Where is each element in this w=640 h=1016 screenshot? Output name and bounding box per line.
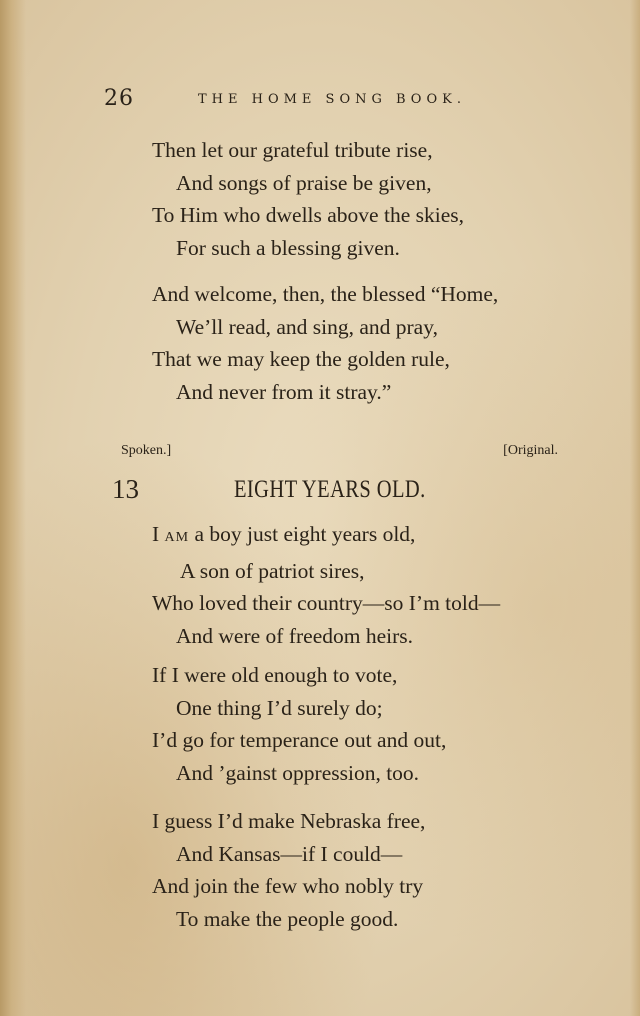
verse-line: That we may keep the golden rule, bbox=[152, 347, 450, 371]
page-spine-shadow bbox=[0, 0, 26, 1016]
verse-line: I guess I’d make Nebraska free, bbox=[152, 809, 426, 833]
verse-line: We’ll read, and sing, and pray, bbox=[176, 314, 438, 339]
first-word: I bbox=[152, 522, 160, 546]
running-title: THE HOME SONG BOOK. bbox=[198, 92, 466, 107]
verse-line: And songs of praise be given, bbox=[176, 170, 432, 195]
verse-line: And Kansas—if I could— bbox=[176, 841, 403, 866]
first-line-rest: a boy just eight years old, bbox=[189, 522, 416, 546]
song-title: EIGHT YEARS OLD. bbox=[234, 476, 426, 503]
song-number: 13 bbox=[112, 474, 139, 504]
verse-line: A son of patriot sires, bbox=[180, 558, 365, 583]
verse-line: I’d go for temperance out and out, bbox=[152, 728, 447, 752]
verse-line: And welcome, then, the blessed “Home, bbox=[152, 282, 499, 306]
stanza-previous-2 bbox=[152, 278, 498, 408]
stanza-1 bbox=[152, 518, 500, 652]
verse-line: For such a blessing given. bbox=[176, 235, 400, 260]
page-number: 26 bbox=[104, 86, 134, 111]
verse-line: To Him who dwells above the skies, bbox=[152, 203, 464, 227]
page-edge-shadow bbox=[630, 0, 640, 1016]
verse-line: And never from it stray.” bbox=[176, 379, 392, 404]
verse-line: And were of freedom heirs. bbox=[176, 623, 414, 648]
song-note-spoken: Spoken.] bbox=[121, 443, 172, 458]
verse-line: Then let our grateful tribute rise, bbox=[152, 138, 433, 162]
stanza-previous-1 bbox=[152, 134, 464, 264]
verse-line: Who loved their country—so I’m told— bbox=[152, 591, 501, 615]
verse-line: And ’gainst oppression, too. bbox=[176, 760, 420, 785]
verse-line: And join the few who nobly try bbox=[152, 874, 424, 898]
verse-line: If I were old enough to vote, bbox=[152, 663, 398, 687]
verse-line: To make the people good. bbox=[176, 906, 399, 931]
song-note-original: [Original. bbox=[503, 443, 558, 458]
stanza-3 bbox=[152, 805, 425, 935]
verse-line-first bbox=[152, 518, 500, 555]
first-word-smallcaps: AM bbox=[164, 530, 190, 545]
stanza-2 bbox=[152, 659, 446, 789]
verse-line: One thing I’d surely do; bbox=[176, 695, 383, 720]
